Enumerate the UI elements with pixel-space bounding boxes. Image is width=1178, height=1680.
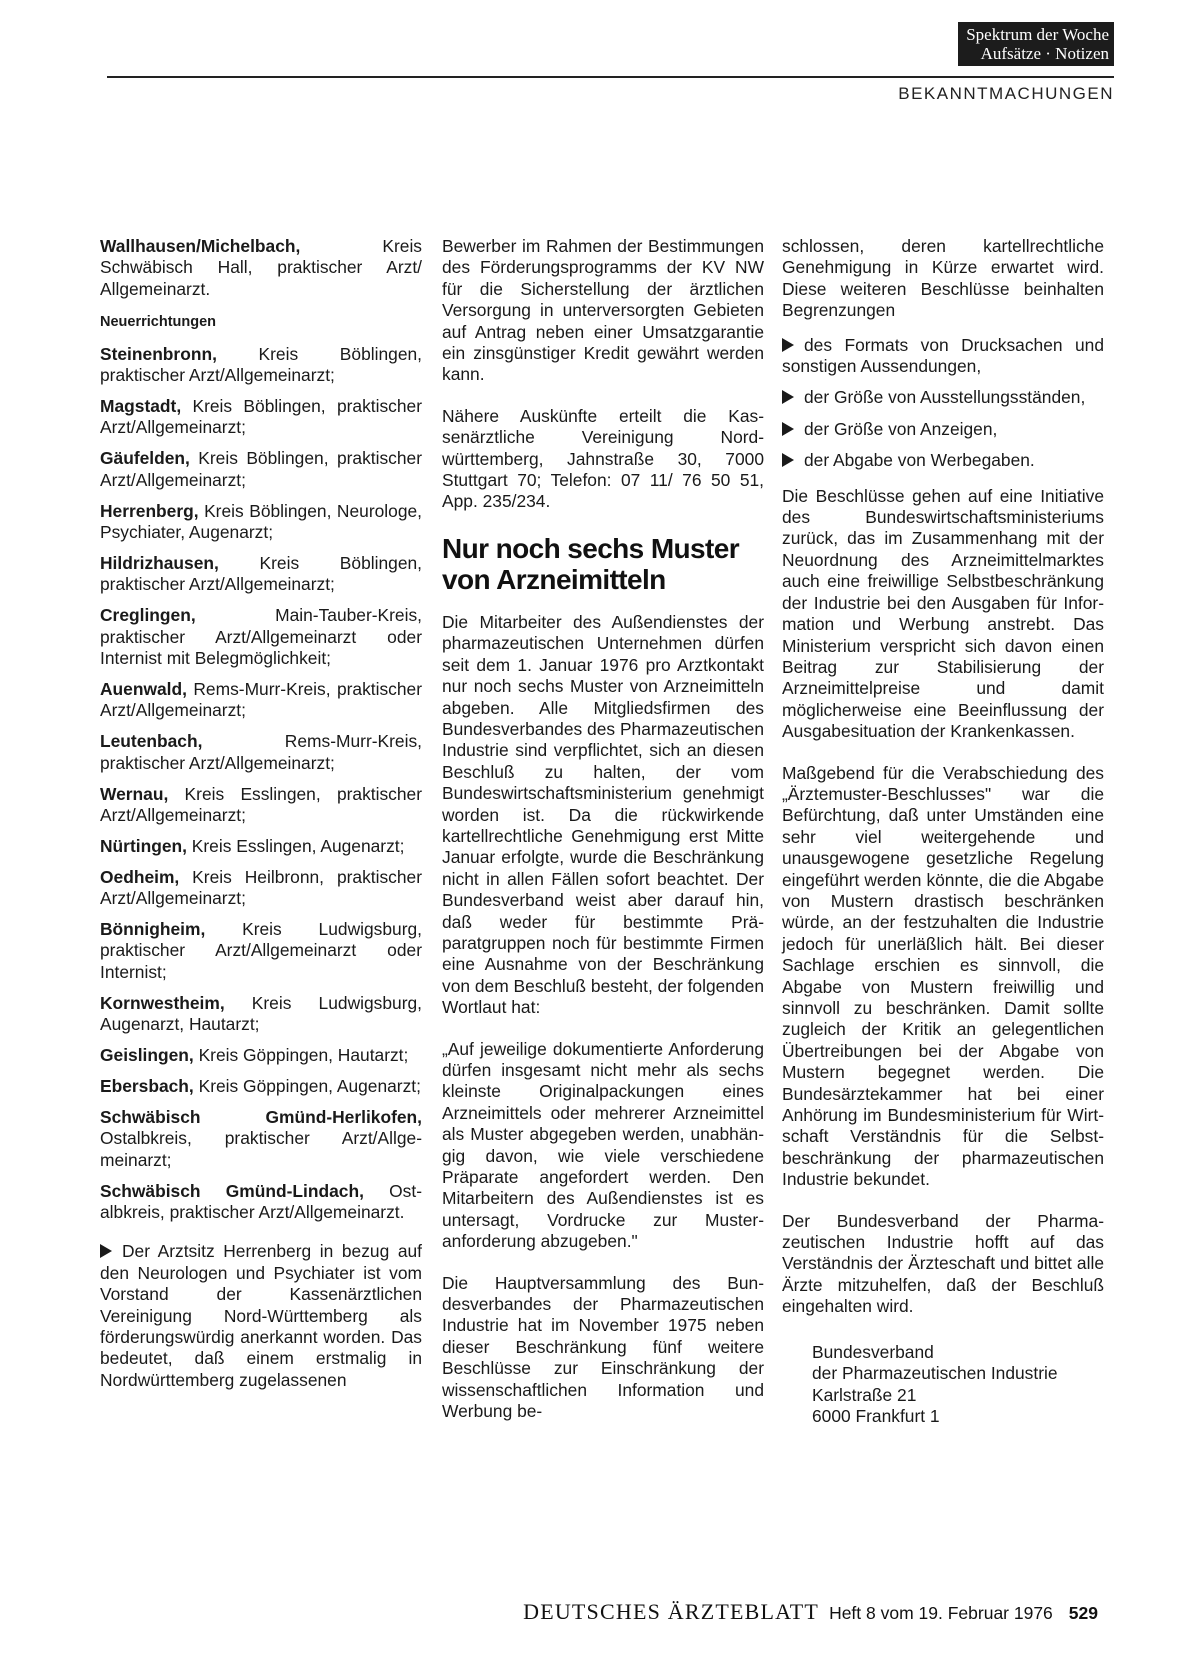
address-line: 6000 Frankfurt 1 — [812, 1405, 940, 1426]
bullet-item — [782, 335, 1104, 378]
triangle-bullet-icon — [100, 1244, 112, 1258]
column-3 — [782, 236, 1104, 1427]
entry-place: Creglingen, — [100, 605, 196, 626]
paragraph: Bewerber im Rahmen der Bestimmungen des Förderungsprogramms der KV NW für die Sicherstellung der ärztlichen Versorgung in unterversorgten Gebieten auf Antrag neben einer Umsatzgarantie ein zinsgünstiger Kredit gewährt werden kann. — [442, 236, 764, 385]
triangle-bullet-icon — [782, 390, 794, 404]
paragraph: Maßgebend für die Verabschiedung des „Ärztemuster-Beschlusses" war die Befürchtung, daß unter Umständen eine sehr viel weitergehende und unausgewogene gesetzliche Regelung eingeführt werden könnte, die die Abgabe von Mustern drastisch beschränken würde, an der festzuhalten die Industrie jedoch für unerläßlich hält. Bei dieser Sachlage erschien es sinnvoll, die Abgabe von Mustern freiwillig und sinnvoll zu beschränken. Damit sollte zugleich der Kritik an gelegentlichen Übertreibungen bei der Abgabe von Mustern begegnet werden. Die Bundesärztekammer hat bei einer Anhörung im Bundesministerium für Wirtschaft Verständnis für die Selbstbeschränkung der pharmazeutischen Industrie bekundet. — [782, 762, 1104, 1190]
bullet-text: des Formats von Drucksachen und sonstigen Aussendungen, — [782, 334, 1104, 377]
entry-place: Oedheim, — [100, 866, 180, 887]
entry-place: Ebersbach, — [100, 1076, 194, 1096]
listing-entry — [100, 836, 422, 857]
entry-list-a — [100, 236, 422, 300]
entry-place: Gäufelden, — [100, 448, 190, 469]
listing-entry — [100, 919, 422, 983]
bullet-item — [782, 419, 1104, 440]
paragraph: schlossen, deren kartellrechtliche Genehmigung in Kürze erwartet wird. Diese weiteren Beschlüsse beinhalten Begrenzungen — [782, 236, 1104, 321]
listing-entry — [100, 867, 422, 910]
note-text: Der Arztsitz Herrenberg in bezug auf den Neurologen und Psychiater ist vom Vorstand der Kassenärztlichen Vereinigung Nord-Württemberg als förderungswürdig anerkannt worden. Das bedeutet, daß einem erstmalig in Nordwürttemberg zugelassenen — [100, 1241, 422, 1390]
address-line: der Pharmazeutischen Industrie — [812, 1363, 1058, 1384]
listing-entry — [100, 1076, 422, 1097]
entry-place: Magstadt, — [100, 395, 182, 416]
bullet-text: der Größe von Anzeigen, — [804, 418, 998, 439]
listing-entry — [100, 731, 422, 774]
entry-text: Rems-Murr-Kreis, praktischer Arzt/Allgemeinarzt; — [100, 678, 422, 721]
entry-text: Kreis Schwäbisch Hall, praktischer Arzt/ Allgemeinarzt. — [100, 236, 422, 299]
listing-entry — [100, 448, 422, 491]
paragraph: Die Beschlüsse gehen auf eine Initiative des Bundeswirtschaftsministeriums zurück, das im Zusammenhang mit der Neuordnung des Arzneimittelmarktes auch eine freiwillige Selbstbeschränkung der Industrie bei den Ausgaben für Information und Werbung anstrebt. Das Ministerium verspricht sich davon einen Beitrag zur Stabilisierung der Arzneimittelpreise und damit möglicherweise eine Beeinflussung der Ausgabesituation der Krankenkassen. — [782, 485, 1104, 742]
paragraph: Nähere Auskünfte erteilt die Kassenärztliche Vereinigung Nordwürttemberg, Jahnstraße 30, 7000 Stuttgart 70; Telefon: 07 11/ 76 50 51, App. 235/234. — [442, 405, 764, 512]
entry-text: Main-Tauber-Kreis, praktischer Arzt/Allgemeinarzt oder Internist mit Belegmöglichkeit; — [100, 605, 422, 668]
entry-text: Kreis Böblingen, praktischer Arzt/Allgemeinarzt; — [100, 552, 422, 595]
entry-text: Kreis Böblingen, Neurologe, Psychiater, Augenarzt; — [100, 500, 422, 542]
bullet-item — [782, 387, 1104, 408]
entry-text: Kreis Böblingen, praktischer Arzt/Allgemeinarzt; — [100, 448, 422, 490]
entry-place: Auenwald, — [100, 678, 187, 699]
header-rule — [107, 76, 1114, 78]
entry-text: Kreis Ludwigsburg, praktischer Arzt/Allgemeinarzt oder Internist; — [100, 919, 422, 982]
address-line: Bundesverband — [812, 1341, 934, 1362]
listing-entry — [100, 501, 422, 544]
entry-place: Kornwestheim, — [100, 992, 225, 1013]
sender-address — [782, 1342, 1104, 1428]
entry-text: Kreis Ludwigsburg, Augenarzt, Hautarzt; — [100, 992, 422, 1035]
entry-text: Rems-Murr-Kreis, praktischer Arzt/Allgemeinarzt; — [100, 731, 422, 773]
section-tag-line2: Aufsätze · Notizen — [980, 44, 1109, 63]
paragraph: Die Mitarbeiter des Außendienstes der pharmazeutischen Unternehmen dürfen seit dem 1. Januar 1976 pro Arztkontakt nur noch sechs Muster von Arzneimitteln abgeben. Alle Mitgliedsfirmen des Bundesverbandes des Pharmazeutischen Industrie sind verpflichtet, sich an diesen Beschluß zu halten, der vom Bundeswirtschaftsministerium genehmigt worden ist. Da die rückwirkende kartellrechtliche Genehmigung erst Mitte Januar erfolgte, wurde die Beschränkung nicht in allen Fällen sofort beachtet. Der Bundesverband weist aber darauf hin, daß weder für bestimmte Präparatgruppen noch für bestimmte Firmen eine Ausnahme von der Beschränkung von dem Beschluß besteht, der folgenden Wortlaut hat: — [442, 611, 764, 1018]
entry-text: Kreis Esslingen, praktischer Arzt/Allgemeinarzt; — [100, 783, 422, 825]
entry-place: Wallhausen/Michelbach, — [100, 236, 301, 256]
entry-place: Steinenbronn, — [100, 343, 217, 364]
address-line: Karlstraße 21 — [812, 1384, 917, 1405]
issue-info: Heft 8 vom 19. Februar 1976 — [829, 1603, 1053, 1623]
listing-entry — [100, 784, 422, 827]
column-1 — [100, 236, 422, 1411]
entry-text: Kreis Böblingen, praktischer Arzt/Allgemeinarzt; — [100, 395, 422, 438]
bullet-text: der Größe von Ausstellungsständen, — [804, 387, 1086, 408]
listing-entry — [100, 1181, 422, 1224]
listing-entry — [100, 1045, 422, 1066]
entry-text: Kreis Esslingen, Augenarzt; — [186, 835, 405, 856]
section-label: BEKANNTMACHUNGEN — [898, 84, 1114, 103]
bullet-list — [782, 335, 1104, 472]
subheading-neuerrichtungen: Neuerrichtungen — [100, 314, 217, 331]
entry-place: Herrenberg, — [100, 500, 199, 521]
listing-entry — [100, 396, 422, 439]
page-number: 529 — [1068, 1603, 1098, 1623]
triangle-bullet-icon — [782, 453, 794, 467]
page-footer — [523, 1599, 1098, 1625]
triangle-bullet-icon — [782, 338, 794, 352]
entry-place: Geislingen, — [100, 1045, 194, 1066]
quote-paragraph: „Auf jeweilige dokumentierte Anforderung dürfen insgesamt nicht mehr als sechs kleinste Originalpackungen eines Arzneimittels oder mehrerer Arzneimittel als Muster abgegeben werden, unabhängig davon, wie viele verschiedene Präparate angefordert werden. Den Mitarbeitern des Außendienstes ist es untersagt, Vordrucke zur Musteranforderung abzugeben." — [442, 1038, 764, 1252]
note-paragraph — [100, 1241, 422, 1391]
paragraph: Der Bundesverband der Pharmazeutischen Industrie hofft auf das Verständnis der Ärzteschaft und bittet alle Ärzte mitzuhelfen, daß der Beschluß eingehalten wird. — [782, 1210, 1104, 1317]
entry-text: Kreis Göppingen, Augenarzt; — [193, 1076, 421, 1096]
listing-entry — [100, 993, 422, 1036]
column-2 — [442, 236, 764, 1443]
listing-entry — [100, 344, 422, 387]
entry-place: Wernau, — [100, 783, 169, 804]
section-tag — [958, 22, 1114, 66]
entry-place: Hildrizhausen, — [100, 552, 219, 573]
entry-text: Kreis Göppingen, Hautarzt; — [193, 1045, 409, 1066]
entry-place: Leutenbach, — [100, 731, 203, 752]
entry-place: Schwäbisch Gmünd-Lindach, — [100, 1180, 364, 1201]
bullet-text: der Abgabe von Werbegaben. — [804, 450, 1035, 471]
journal-name: DEUTSCHES ÄRZTEBLATT — [523, 1599, 820, 1624]
entry-text: Kreis Heilbronn, praktischer Arzt/Allgemeinarzt; — [100, 866, 422, 909]
entry-place: Schwäbisch Gmünd-Herlikofen, — [100, 1106, 422, 1127]
article-headline: Nur noch sechs Muster von Arzneimitteln — [442, 532, 740, 595]
listing-entry — [100, 1107, 422, 1171]
entry-place: Nürtingen, — [100, 835, 187, 856]
listing-entry — [100, 236, 422, 300]
entry-text: Ostalbkreis, praktischer Arzt/Allgemeinarzt; — [100, 1128, 422, 1170]
entry-text: Kreis Böblingen, praktischer Arzt/Allgemeinarzt; — [100, 343, 422, 386]
bullet-item — [782, 450, 1104, 471]
listing-entry — [100, 605, 422, 669]
paragraph: Die Hauptversammlung des Bundesverbandes der Pharmazeutischen Industrie hat im November 1975 neben dieser Beschränkung fünf weitere Beschlüsse zur Einschränkung der wissenschaftlichen Information und Werbung be- — [442, 1272, 764, 1422]
listing-entry — [100, 679, 422, 722]
entry-list-b — [100, 344, 422, 1224]
listing-entry — [100, 553, 422, 596]
section-tag-line1: Spektrum der Woche — [966, 25, 1109, 44]
entry-place: Bönnigheim, — [100, 919, 206, 940]
triangle-bullet-icon — [782, 422, 794, 436]
entry-text: Ostalbkreis, praktischer Arzt/Allgemeinarzt. — [100, 1180, 422, 1223]
